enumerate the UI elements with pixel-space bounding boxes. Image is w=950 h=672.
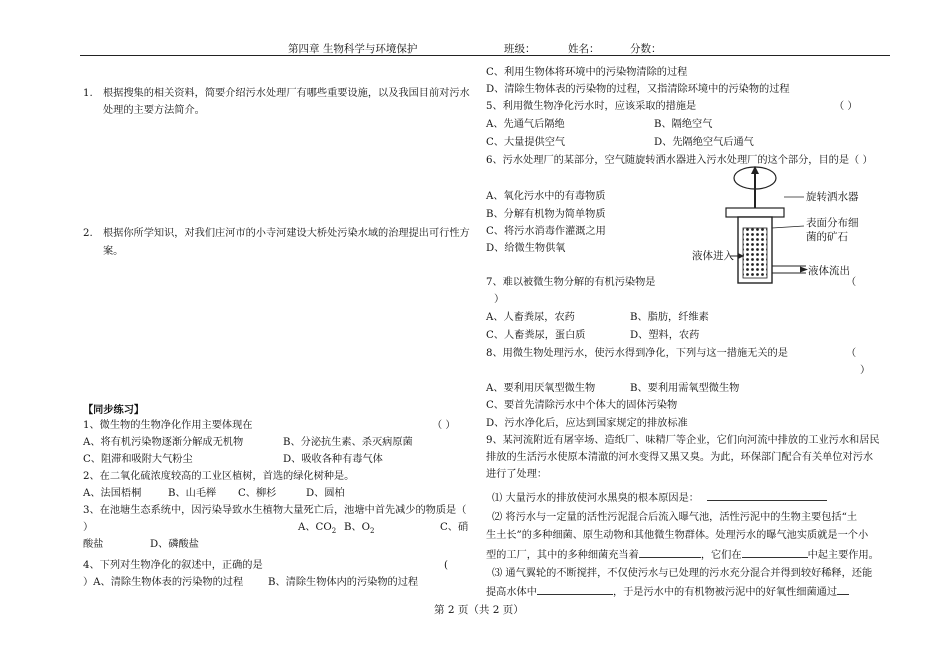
p7-option-c: C、人畜粪尿，蛋白质 [486, 330, 586, 341]
ore-bed [743, 228, 767, 278]
p9-line3: 进行了处理： [486, 469, 548, 480]
p1-stem: 1、微生物的生物净化作用主要体现在 [83, 420, 253, 431]
p6-stem: 6、污水处理厂的某部分，空气随旋转洒水器进入污水处理厂的这个部分，目的是（ ） [486, 155, 873, 166]
p4-option-c: C、利用生物体将环境中的污染物清除的过程 [486, 67, 688, 78]
p3-option-c: C、硝 [440, 522, 469, 533]
outlet-arrow-icon [800, 267, 808, 273]
p8-option-a: A、要利用厌氧型微生物 [486, 383, 596, 394]
p3-stem: 3、在池塘生态系统中，因污染导致水生植物大量死亡后，池塘中首先减少的物质是（ [83, 505, 467, 516]
page-footer: 第 2 页（共 2 页） [434, 604, 524, 616]
p2-stem: 2、在二氧化硫浓度较高的工业区植树，首选的绿化树种是。 [83, 471, 355, 482]
p7-paren-close: ） [494, 294, 505, 305]
p7-option-b: B、脂肪，纤维素 [630, 312, 709, 323]
p3-option-b: B、$O_2$ [344, 522, 375, 536]
name-label: 姓名： [568, 43, 600, 55]
p2-option-a: A、法国梧桐 [83, 488, 142, 499]
p9-sub3-line1: ⑶ 通气翼轮的不断搅拌，不仅使污水与已处理的污水充分混合并得到较好稀释，还能 [492, 568, 873, 579]
p6-option-d: D、给微生物供氧 [486, 243, 566, 254]
p8-paren-close: ） [860, 365, 871, 376]
p9-sub1-blank [707, 490, 827, 501]
p9-sub2-line1: ⑵ 将污水与一定量的活性污泥混合后流入曝气池，活性污泥中的生物主要包括“土 [492, 512, 858, 523]
class-label: 班级： [504, 43, 536, 55]
p5-option-a: A、先通气后隔绝 [486, 119, 565, 130]
label-ore-line2: 菌的矿石 [806, 231, 848, 243]
p6-option-a: A、氧化污水中的有毒物质 [486, 191, 606, 202]
q1-text-line1: 根据搜集的相关资料，简要介绍污水处理厂有哪些重要设施，以及我国目前对污水 [103, 88, 470, 99]
p9-sub2-blank1 [639, 547, 701, 558]
p8-option-d: D、污水净化后，应达到国家规定的排放标准 [486, 418, 688, 429]
p4-option-d: D、清除生物体表的污染物的过程，又指清除环境中的污染物的过程 [486, 84, 790, 95]
score-label: 分数： [630, 43, 662, 55]
section-title: 【同步练习】 [83, 404, 145, 416]
p9-sub2-blank2 [742, 547, 808, 558]
p4-paren-open: ( [444, 560, 448, 571]
q2-number: 2. [83, 228, 93, 239]
p3-paren-close: ） [83, 522, 94, 533]
p5-stem: 5、利用微生物净化污水时，应该采取的措施是 [486, 101, 697, 112]
trickling-filter-diagram [692, 162, 890, 290]
p7-option-d: D、塑料，农药 [630, 330, 700, 341]
p1-option-c: C、阻滞和吸附大气粉尘 [83, 454, 193, 465]
q1-text-line2: 处理的主要方法简介。 [103, 105, 205, 116]
label-ore-line1: 表面分布细 [806, 217, 859, 229]
q2-text-line2: 案。 [103, 246, 124, 257]
p3-option-c-cont: 酸盐 [83, 539, 104, 550]
p8-option-b: B、要利用需氧型微生物 [630, 383, 740, 394]
q1-number: 1. [83, 88, 93, 99]
p3-option-d: D、磷酸盐 [150, 539, 199, 550]
p9-sub3-line2: 提高水体中 ，于是污水中的有机物被污泥中的好氧性细菌通过 [486, 584, 849, 600]
p4-option-a: ）A、清除生物体表的污染物的过程 [83, 577, 244, 588]
p8-stem: 8、用微生物处理污水，使污水得到净化，下列与这一措施无关的是 [486, 348, 788, 359]
pointer-ore [772, 226, 804, 228]
p7-paren-open: （ [846, 277, 857, 288]
p8-paren-open: （ [846, 348, 857, 359]
p2-option-b: B、山毛榉 [168, 488, 217, 499]
p9-sub2-line2: 生土长”的多种细菌、原生动物和其他微生物群体。处理污水的曝气池实质就是一个小 [486, 530, 869, 541]
p6-option-b: B、分解有机物为简单物质 [486, 209, 606, 220]
sprinkler-arm [726, 208, 784, 217]
p9-sub2-line3: 型的工厂，其中的多种细菌充当着 ，它们在 中起主要作用。 [486, 547, 879, 563]
p7-stem: 7、难以被微生物分解的有机污染物是 [486, 277, 656, 288]
p6-option-c: C、将污水消毒作灌溉之用 [486, 226, 606, 237]
p1-option-a: A、将有机污染物逐渐分解成无机物 [83, 437, 244, 448]
p5-answer-paren: （ ） [834, 101, 858, 112]
p8-option-c: C、要首先清除污水中个体大的固体污染物 [486, 400, 678, 411]
p9-sub3-blank1 [537, 584, 613, 595]
p2-option-d: D、圆柏 [306, 488, 345, 499]
p1-answer-paren: （ ） [432, 420, 456, 431]
p4-option-b: B、清除生物体内的污染物的过程 [268, 577, 419, 588]
label-sprinkler: 旋转洒水器 [806, 191, 859, 203]
p5-option-c: C、大量提供空气 [486, 137, 566, 148]
p9-line2: 排放的生活污水使原本清澈的河水变得又黑又臭。为此，环保部门配合有关单位对污水 [486, 452, 874, 463]
p9-line1: 9、某河流附近有屠宰场、造纸厂、味精厂等企业，它们向河流中排放的工业污水和居民 [486, 435, 880, 446]
label-liquid-in: 液体进入 [692, 250, 734, 262]
p3-option-a: A、$CO_2$ [298, 522, 337, 536]
p7-option-a: A、人畜粪尿，农药 [486, 312, 575, 323]
p1-option-b: B、分泌抗生素、杀灭病原菌 [283, 437, 413, 448]
p9-sub3-blank2 [837, 584, 849, 595]
p9-sub1: ⑴ 大量污水的排放使河水黑臭的根本原因是： [492, 490, 827, 506]
label-liquid-out: 液体流出 [808, 265, 850, 277]
q2-text-line1: 根据你所学知识，对我们庄河市的小寺河建设大桥处污染水域的治理提出可行性方 [103, 228, 470, 239]
p5-option-b: B、隔绝空气 [654, 119, 713, 130]
header-rule [80, 55, 890, 56]
chapter-title: 第四章 生物科学与环境保护 [288, 43, 418, 55]
p5-option-d: D、先隔绝空气后通气 [654, 137, 754, 148]
p1-option-d: D、吸收各种有毒气体 [283, 454, 383, 465]
p4-stem: 4、下列对生物净化的叙述中，正确的是 [83, 560, 263, 571]
p2-option-c: C、柳杉 [238, 488, 277, 499]
